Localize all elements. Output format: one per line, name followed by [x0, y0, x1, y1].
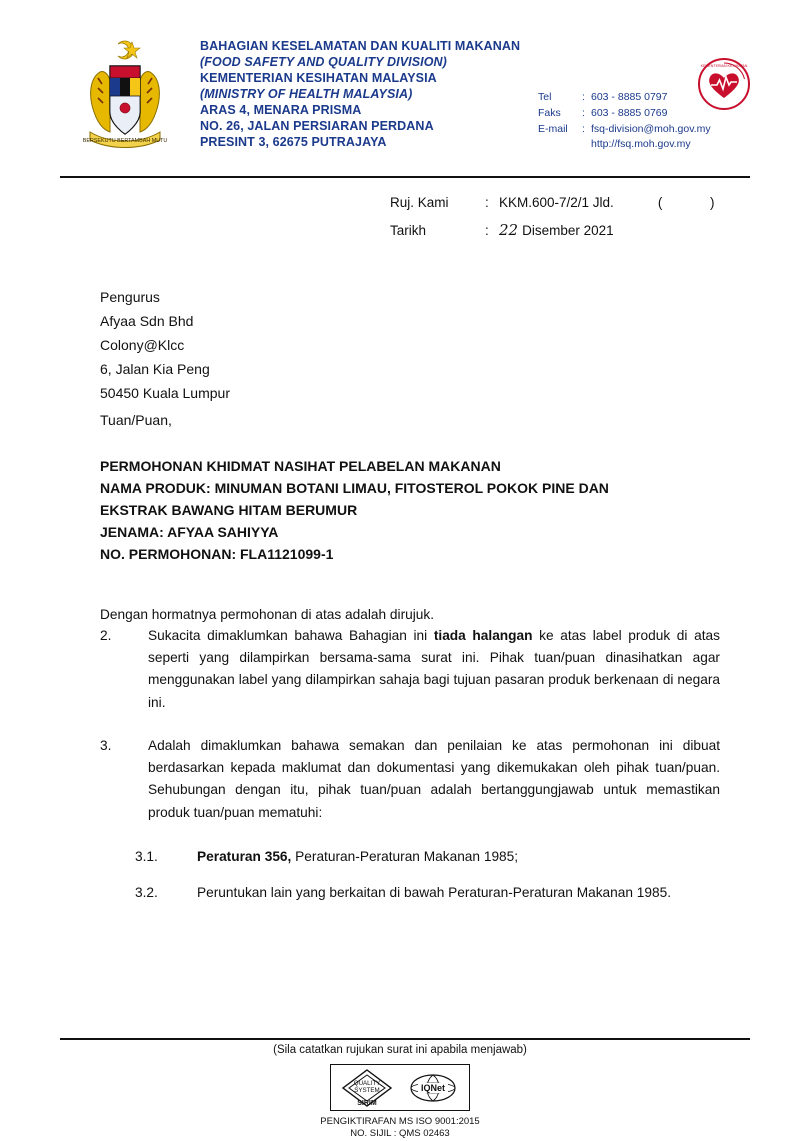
org-line-5: NO. 26, JALAN PERSIARAN PERDANA [200, 119, 434, 133]
date-label: Tarikh [390, 222, 427, 238]
org-line-3: (MINISTRY OF HEALTH MALAYSIA) [200, 87, 413, 101]
reference-row [390, 190, 737, 216]
address-line-2: Colony@Klcc [100, 337, 185, 354]
date-row [390, 216, 737, 245]
email-label: E-mail [538, 122, 568, 135]
svg-text:QUALITY: QUALITY [353, 1080, 381, 1087]
organisation-name-block [200, 38, 540, 150]
sub-item-3-2-number: 3.2. [135, 885, 158, 900]
org-line-6: PRESINT 3, 62675 PUTRAJAYA [200, 135, 387, 149]
paragraph-2-text [148, 625, 720, 714]
sirim-quality-system-logo-icon [339, 1068, 395, 1108]
reference-block [390, 190, 737, 244]
sub-item-3-2-text: Peruntukan lain yang berkaitan di bawah Peraturan-Peraturan Makanan 1985. [197, 885, 672, 900]
svg-text:BERSEKUTU BERTAMBAH MUTU: BERSEKUTU BERTAMBAH MUTU [82, 138, 168, 144]
subject-line-2: EKSTRAK BAWANG HITAM BERUMUR [100, 502, 358, 519]
subject-block [100, 455, 720, 566]
paragraph-2-part2: ke atas label produk di atas seperti yang dilampirkan bersama-sama surat ini. Pihak tuan/puan dinasihatkan agar menggunakan label yang dilampirkan sahaja bagi tujuan pasaran produk berkenaan di negara ini. [148, 628, 720, 710]
fax-colon: : [582, 106, 585, 119]
paragraph-2 [100, 625, 720, 714]
email-value: fsq-division@moh.gov.my [591, 122, 711, 135]
sub-item-3-1-text [197, 846, 720, 868]
footer-note: (Sila catatkan rujukan surat ini apabila menjawab) [273, 1044, 527, 1056]
subject-line-3: JENAMA: AFYAA SAHIYYA [100, 524, 279, 541]
date-value: Disember 2021 [522, 222, 614, 238]
org-line-4: ARAS 4, MENARA PRISMA [200, 103, 362, 117]
tel-colon: : [582, 91, 585, 103]
certification-block [0, 1064, 800, 1141]
sub-item-3-1-rest: Peraturan-Peraturan Makanan 1985; [291, 849, 519, 864]
reference-label: Ruj. Kami [390, 195, 449, 210]
date-colon: : [485, 222, 489, 238]
address-line-1: Afyaa Sdn Bhd [100, 313, 194, 330]
svg-text:SYSTEM: SYSTEM [354, 1087, 380, 1094]
website-url: http://fsq.moh.gov.my [591, 138, 691, 151]
paragraph-2-bold: tiada halangan [433, 628, 533, 643]
certification-logos-box [330, 1064, 470, 1111]
paragraph-3-number: 3. [100, 738, 112, 753]
fax-label: Faks [538, 106, 561, 119]
iqnet-logo-icon [405, 1068, 461, 1108]
malaysia-coat-of-arms-icon [80, 40, 170, 150]
address-line-4: 50450 Kuala Lumpur [100, 385, 230, 402]
org-line-1: (FOOD SAFETY AND QUALITY DIVISION) [200, 55, 447, 69]
svg-text:IQNet: IQNet [420, 1083, 446, 1093]
certification-line-1: PENGIKTIRAFAN MS ISO 9001:2015 [320, 1116, 480, 1127]
letterhead [60, 30, 750, 170]
contact-row-email [538, 122, 753, 138]
address-line-3: 6, Jalan Kia Peng [100, 361, 210, 378]
sub-item-3-1-number: 3.1. [135, 849, 158, 864]
fax-value: 603 - 8885 0769 [591, 106, 668, 119]
paragraph-1: Dengan hormatnya permohonan di atas adalah dirujuk. [100, 607, 435, 622]
tel-label: Tel [538, 91, 552, 103]
svg-text:SIRIM: SIRIM [357, 1100, 377, 1107]
header-divider [60, 176, 750, 178]
sub-item-3-1-bold: Peraturan 356, [197, 849, 292, 864]
recipient-address [100, 285, 230, 405]
reference-value: KKM.600-7/2/1 Jld. [499, 195, 614, 210]
tel-value: 603 - 8885 0797 [591, 91, 668, 103]
salutation: Tuan/Puan, [100, 412, 172, 428]
svg-text:KEMENTERIAN KESIHATAN: KEMENTERIAN KESIHATAN [700, 64, 748, 68]
org-line-0: BAHAGIAN KESELAMATAN DAN KUALITI MAKANAN [200, 39, 521, 53]
subject-line-0: PERMOHONAN KHIDMAT NASIHAT PELABELAN MAKANAN [100, 458, 501, 474]
org-line-2: KEMENTERIAN KESIHATAN MALAYSIA [200, 71, 437, 85]
reference-parenthesis: ( ) [657, 195, 737, 210]
sub-item-3-2 [135, 882, 720, 904]
date-handwritten-day: 22 [499, 220, 519, 239]
sub-item-3-1 [135, 846, 720, 868]
email-colon: : [582, 122, 585, 135]
footer-divider [60, 1038, 750, 1040]
paragraph-3 [100, 735, 720, 824]
subject-line-4: NO. PERMOHONAN: FLA1121099-1 [100, 546, 334, 563]
paragraph-2-part1: Sukacita dimaklumkan bahawa Bahagian ini [148, 628, 434, 643]
paragraph-2-number: 2. [100, 628, 112, 643]
certification-text [0, 1116, 800, 1141]
certification-line-2: NO. SIJIL : QMS 02463 [350, 1128, 450, 1140]
address-line-0: Pengurus [100, 289, 160, 305]
subject-line-1: NAMA PRODUK: MINUMAN BOTANI LIMAU, FITOSTEROL POKOK PINE DAN [100, 480, 609, 497]
heart-health-logo-icon [698, 58, 750, 110]
reference-colon: : [485, 195, 489, 210]
paragraph-3-text: Adalah dimaklumkan bahawa semakan dan penilaian ke atas permohonan ini dibuat berdasarkan kepada maklumat dan dokumentasi yang dikemukakan oleh pihak tuan/puan. Sehubungan dengan itu, pihak tuan/puan adalah bertanggungjawab untuk memastikan produk tuan/puan mematuhi: [148, 738, 720, 820]
